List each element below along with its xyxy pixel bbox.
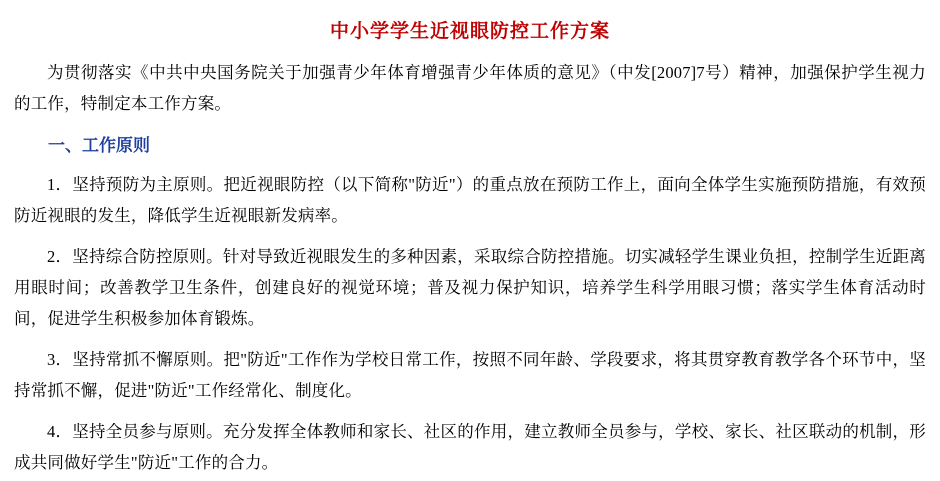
paragraph-principle-4: 4．坚持全员参与原则。充分发挥全体教师和家长、社区的作用，建立教师全员参与，学校、家长、社区联动的机制，形成共同做好学生"防近"工作的合力。 <box>14 422 926 472</box>
page-title: 中小学学生近视眼防控工作方案 <box>329 21 610 42</box>
section-heading-work-principles: 一、工作原则 <box>48 136 150 155</box>
paragraph-principle-3: 3．坚持常抓不懈原则。把"防近"工作作为学校日常工作，按照不同年龄、学段要求，将其贯穿教育教学各个环节中，坚持常抓不懈，促进"防近"工作经常化、制度化。 <box>14 350 926 400</box>
paragraph-principle-1: 1．坚持预防为主原则。把近视眼防控（以下简称"防近"）的重点放在预防工作上，面向全体学生实施预防措施，有效预防近视眼的发生，降低学生近视眼新发病率。 <box>14 175 926 225</box>
paragraph-principle-2: 2．坚持综合防控原则。针对导致近视眼发生的多种因素，采取综合防控措施。切实减轻学生课业负担，控制学生近距离用眼时间；改善教学卫生条件，创建良好的视觉环境；普及视力保护知识，培养学生科学用眼习惯；落实学生体育活动时间，促进学生积极参加体育锻炼。 <box>14 247 926 328</box>
paragraph-intro: 为贯彻落实《中共中央国务院关于加强青少年体育增强青少年体质的意见》（中发[2007]7号）精神，加强保护学生视力的工作，特制定本工作方案。 <box>14 63 926 113</box>
